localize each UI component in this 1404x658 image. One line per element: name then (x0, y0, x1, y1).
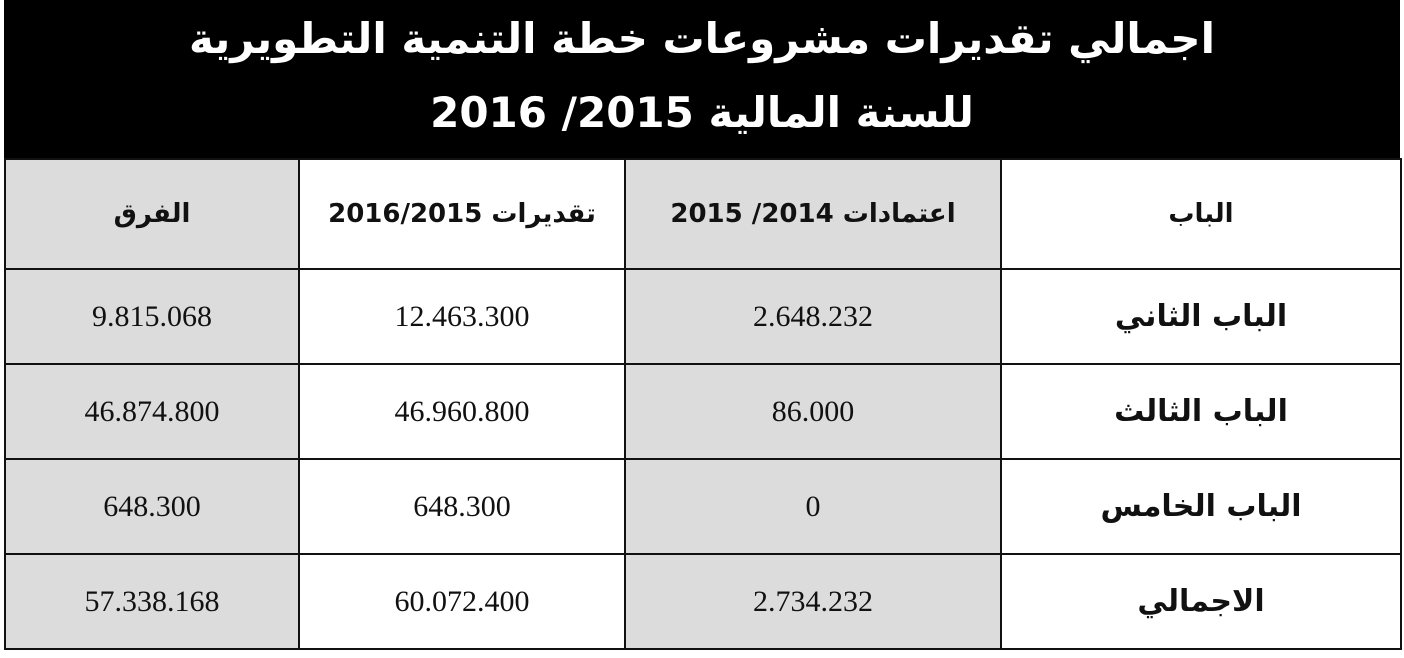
row-label: الباب الثالث (1001, 364, 1401, 459)
table-row (5, 459, 1401, 554)
column-header-difference: الفرق (5, 159, 299, 269)
approved-value: 2.734.232 (625, 554, 1001, 649)
column-header-bab: الباب (1001, 159, 1401, 269)
approved-value: 2.648.232 (625, 269, 1001, 364)
column-header-approved-2014-2015: اعتمادات 2014/ 2015 (625, 159, 1001, 269)
table-row-total (5, 554, 1401, 649)
estimate-value: 60.072.400 (299, 554, 625, 649)
estimate-value: 12.463.300 (299, 269, 625, 364)
row-label: الباب الخامس (1001, 459, 1401, 554)
title-line-2: للسنة المالية 2015/ 2016 (430, 88, 974, 137)
column-header-estimates-2015-2016: تقديرات 2016/2015 (299, 159, 625, 269)
difference-value: 9.815.068 (5, 269, 299, 364)
row-label: الباب الثاني (1001, 269, 1401, 364)
estimate-value: 46.960.800 (299, 364, 625, 459)
table-header-row (5, 159, 1401, 269)
title-line-1: اجمالي تقديرات مشروعات خطة التنمية التطويرية (189, 14, 1215, 63)
difference-value: 46.874.800 (5, 364, 299, 459)
table-row (5, 269, 1401, 364)
approved-value: 86.000 (625, 364, 1001, 459)
budget-table-figure (4, 0, 1400, 648)
difference-value: 57.338.168 (5, 554, 299, 649)
estimates-table (4, 158, 1402, 650)
difference-value: 648.300 (5, 459, 299, 554)
approved-value: 0 (625, 459, 1001, 554)
table-row (5, 364, 1401, 459)
title-banner (4, 0, 1400, 158)
estimate-value: 648.300 (299, 459, 625, 554)
row-label: الاجمالي (1001, 554, 1401, 649)
